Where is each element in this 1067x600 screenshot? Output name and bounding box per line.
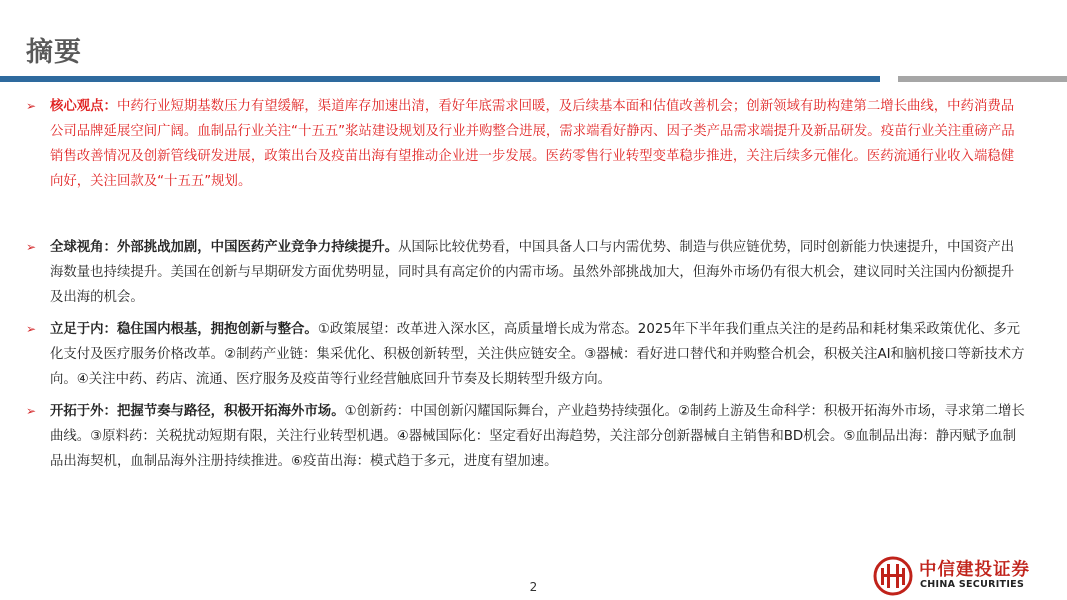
arrow-right-icon: ➢ bbox=[26, 404, 37, 418]
bullet-text: ①创新药：中国创新闪耀国际舞台，产业趋势持续强化。②制药上游及生命科学：积极开拓海外市场，寻求第二增长曲线。③原料药：关税扰动短期有限，关注行业转型机遇。④器械国际化：坚定看好出海趋势，关注部分创新器械自主销售和BD机会。⑤血制品出海：静丙赋予血制品出海契机，血制品海外注册持续推进。⑥疫苗出海：模式趋于多元，进度有望加速。 bbox=[50, 404, 1025, 469]
bullet-overseas bbox=[26, 399, 1026, 474]
summary-bullets bbox=[26, 94, 1026, 474]
logo-name-en: CHINA SECURITIES bbox=[920, 579, 1025, 590]
bullet-text: 中药行业短期基数压力有望缓解，渠道库存加速出清，看好年底需求回暖，及后续基本面和估值改善机会；创新领域有助构建第二增长曲线，中药消费品公司品牌延展空间广阔。血制品行业关注“十五五”浆站建设规划及行业并购整合进展，需求端看好静丙、因子类产品需求端提升及新品研发。疫苗行业关注重磅产品销售改善情况及创新管线研发进展，政策出台及疫苗出海有望推动企业进一步发展。医药零售行业转型变革稳步推进，关注后续多元催化。医药流通行业收入端稳健向好，关注回款及“十五五”规划。 bbox=[50, 99, 1015, 189]
arrow-right-icon: ➢ bbox=[26, 240, 37, 254]
arrow-right-icon: ➢ bbox=[26, 99, 37, 113]
header-bar-gray bbox=[898, 76, 1067, 82]
bullet-text: 从国际比较优势看，中国具备人口与内需优势、制造与供应链优势，同时创新能力快速提升，中国资产出海数量也持续提升。美国在创新与早期研发方面优势明显，同时具有高定价的内需市场。虽然外部挑战加大，但海外市场仍有很大机会，建议同时关注国内份额提升及出海的机会。 bbox=[50, 240, 1015, 305]
bullet-lead: 开拓于外：把握节奏与路径，积极开拓海外市场。 bbox=[50, 404, 345, 419]
bullet-lead: 全球视角：外部挑战加剧，中国医药产业竞争力持续提升。 bbox=[50, 240, 399, 255]
header-bar-blue bbox=[0, 76, 880, 82]
logo-name-cn: 中信建投证券 bbox=[919, 560, 1030, 580]
bullet-lead: 立足于内：稳住国内根基，拥抱创新与整合。 bbox=[50, 322, 318, 337]
company-logo bbox=[872, 556, 1062, 596]
bullet-core-view bbox=[26, 94, 1026, 194]
citic-logo-icon bbox=[872, 556, 914, 596]
bullet-domestic bbox=[26, 317, 1026, 392]
bullet-text: ①政策展望：改革进入深水区，高质量增长成为常态。2025年下半年我们重点关注的是药品和耗材集采政策优化、多元化支付及医疗服务价格改革。②制药产业链：集采优化、积极创新转型，关注供应链安全。③器械：看好进口替代和并购整合机会，积极关注AI和脑机接口等新技术方向。④关注中药、药店、流通、医疗服务及疫苗等行业经营触底回升节奏及长期转型升级方向。 bbox=[50, 322, 1025, 387]
page-title: 摘要 bbox=[26, 37, 82, 68]
arrow-right-icon: ➢ bbox=[26, 322, 37, 336]
bullet-global-view bbox=[26, 235, 1026, 310]
page-number: 2 bbox=[529, 580, 538, 594]
bullet-lead: 核心观点： bbox=[50, 99, 117, 114]
